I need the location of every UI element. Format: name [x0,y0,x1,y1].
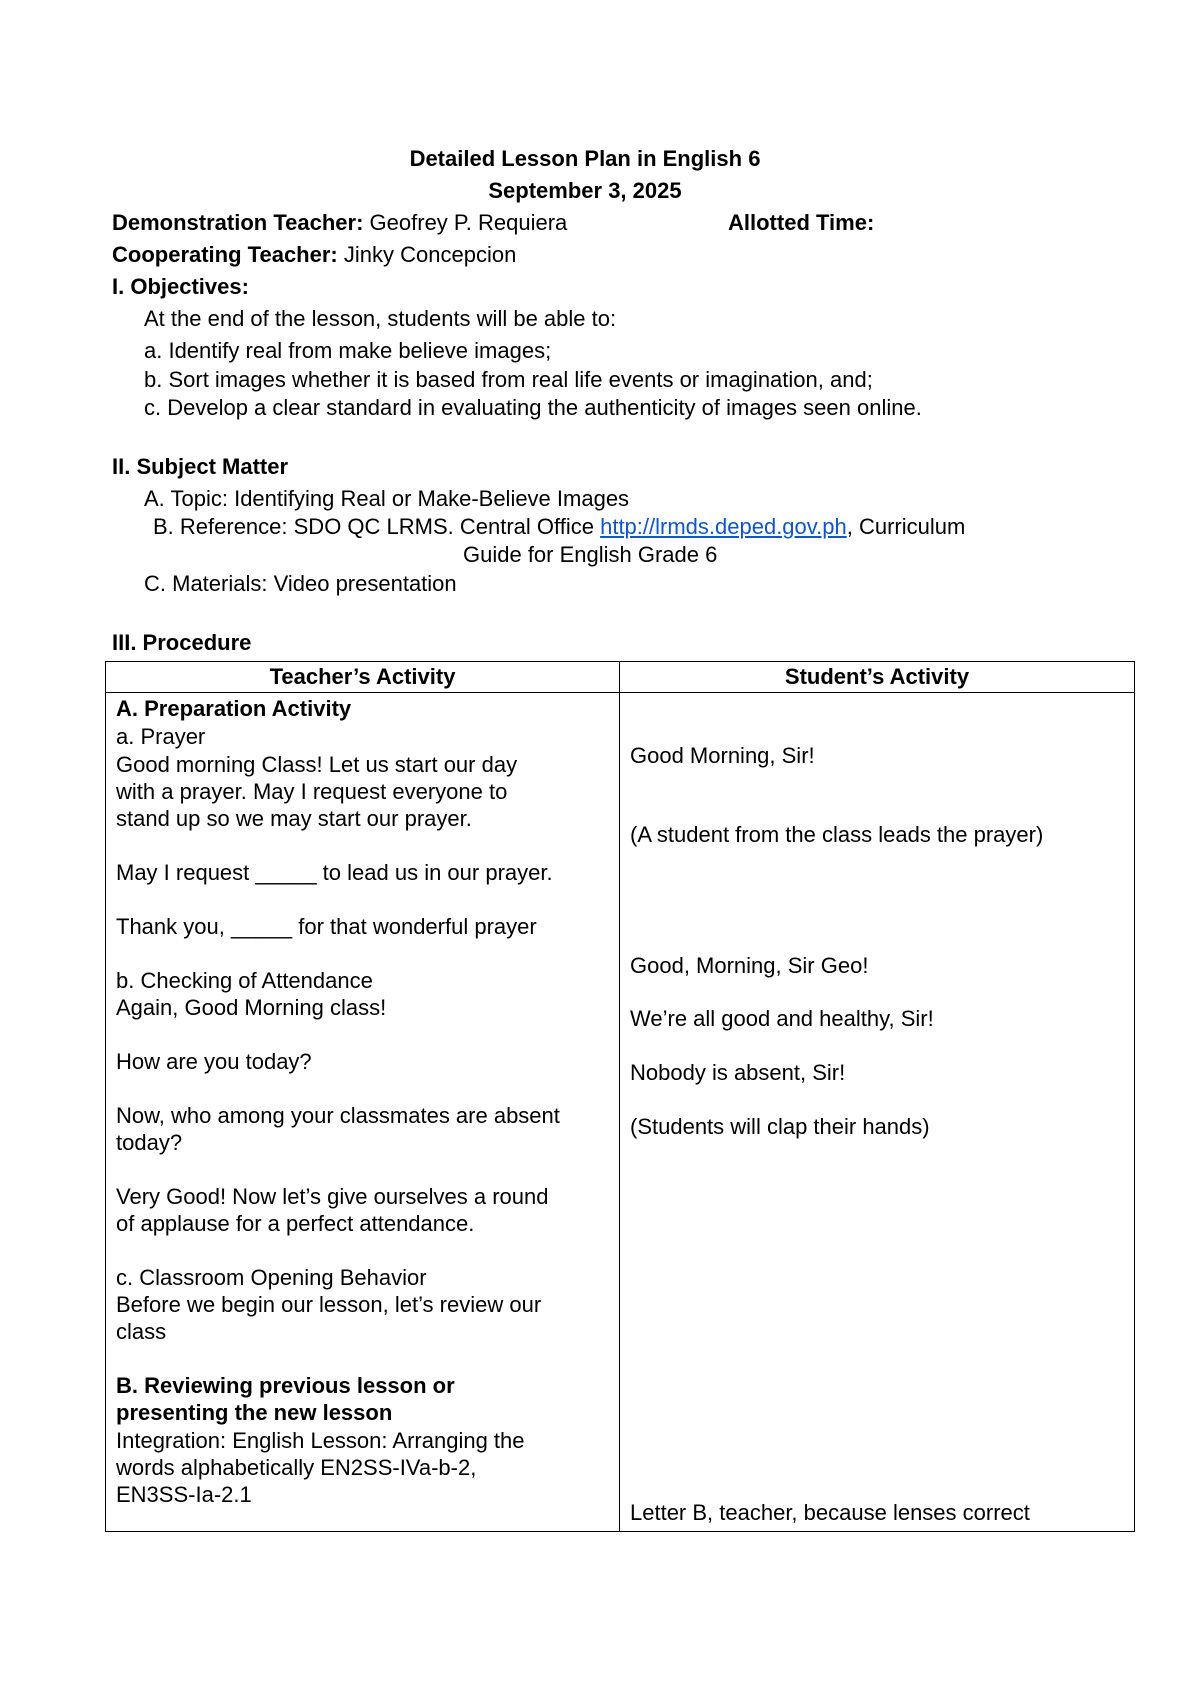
section-heading: presenting the new lesson [116,1400,393,1425]
teacher-line: Again, Good Morning class! [116,995,387,1020]
demo-teacher-label: Demonstration Teacher: [112,210,364,235]
teacher-activity-cell [106,693,620,1532]
objective-item: a. Identify real from make believe images; [144,338,552,363]
teacher-activity-header: Teacher’s Activity [106,662,620,693]
teacher-line: Good morning Class! Let us start our day [116,752,518,777]
teacher-line: words alphabetically EN2SS-IVa-b-2, [116,1455,477,1480]
student-line: Good, Morning, Sir Geo! [630,953,869,978]
section-heading: B. Reviewing previous lesson or [116,1373,455,1398]
subject-reference [153,514,965,540]
procedure-table [105,661,1135,1532]
teacher-line: Before we begin our lesson, let’s review our [116,1292,542,1317]
teacher-line: class [116,1319,167,1344]
subject-topic: A. Topic: Identifying Real or Make-Believe Images [144,486,630,511]
student-line: We’re all good and healthy, Sir! [630,1006,934,1031]
teacher-line: b. Checking of Attendance [116,968,373,993]
allotted-time-label: Allotted Time: [728,210,875,235]
demo-teacher-line [112,210,567,236]
teacher-line: Integration: English Lesson: Arranging the [116,1428,525,1453]
table-row [106,693,1135,1532]
student-line: (A student from the class leads the prayer) [630,822,1044,847]
subject-reference-line2: Guide for English Grade 6 [463,542,718,567]
teacher-line: stand up so we may start our prayer. [116,806,472,831]
demo-teacher-name: Geofrey P. Requiera [369,210,568,235]
teacher-line: How are you today? [116,1049,312,1074]
subject-matter-heading: II. Subject Matter [112,454,289,479]
student-activity-header: Student’s Activity [620,662,1135,693]
coop-teacher-name: Jinky Concepcion [343,242,517,267]
student-line: Letter B, teacher, because lenses correct [630,1500,1030,1525]
objective-item: c. Develop a clear standard in evaluating the authenticity of images seen online. [144,395,922,420]
student-line: Good Morning, Sir! [630,743,815,768]
reference-link[interactable]: http://lrmds.deped.gov.ph [600,514,847,539]
teacher-line: c. Classroom Opening Behavior [116,1265,427,1290]
objectives-heading: I. Objectives: [112,274,249,299]
teacher-line: Very Good! Now let’s give ourselves a round [116,1184,549,1209]
teacher-line: Now, who among your classmates are absent [116,1103,560,1128]
student-line: (Students will clap their hands) [630,1114,930,1139]
objective-item: b. Sort images whether it is based from real life events or imagination, and; [144,367,873,392]
teacher-line: with a prayer. May I request everyone to [116,779,508,804]
teacher-line: May I request _____ to lead us in our prayer. [116,860,553,885]
reference-suffix: , Curriculum [846,514,966,539]
teacher-line: EN3SS-Ia-2.1 [116,1482,252,1507]
document-title: Detailed Lesson Plan in English 6 [409,146,761,171]
procedure-heading: III. Procedure [112,630,252,655]
teacher-line: Thank you, _____ for that wonderful prayer [116,914,537,939]
student-line: Nobody is absent, Sir! [630,1060,846,1085]
teacher-line: of applause for a perfect attendance. [116,1211,475,1236]
section-heading: A. Preparation Activity [116,696,352,721]
reference-prefix: B. Reference: SDO QC LRMS. Central Office [153,514,601,539]
objectives-intro: At the end of the lesson, students will be able to: [144,306,617,331]
teacher-line: today? [116,1130,183,1155]
coop-teacher-label: Cooperating Teacher: [112,242,338,267]
student-activity-cell [620,693,1135,1532]
document-date: September 3, 2025 [488,178,682,203]
teacher-line: a. Prayer [116,724,206,749]
subject-materials: C. Materials: Video presentation [144,571,457,596]
table-header-row [106,662,1135,693]
coop-teacher-line [112,242,516,268]
